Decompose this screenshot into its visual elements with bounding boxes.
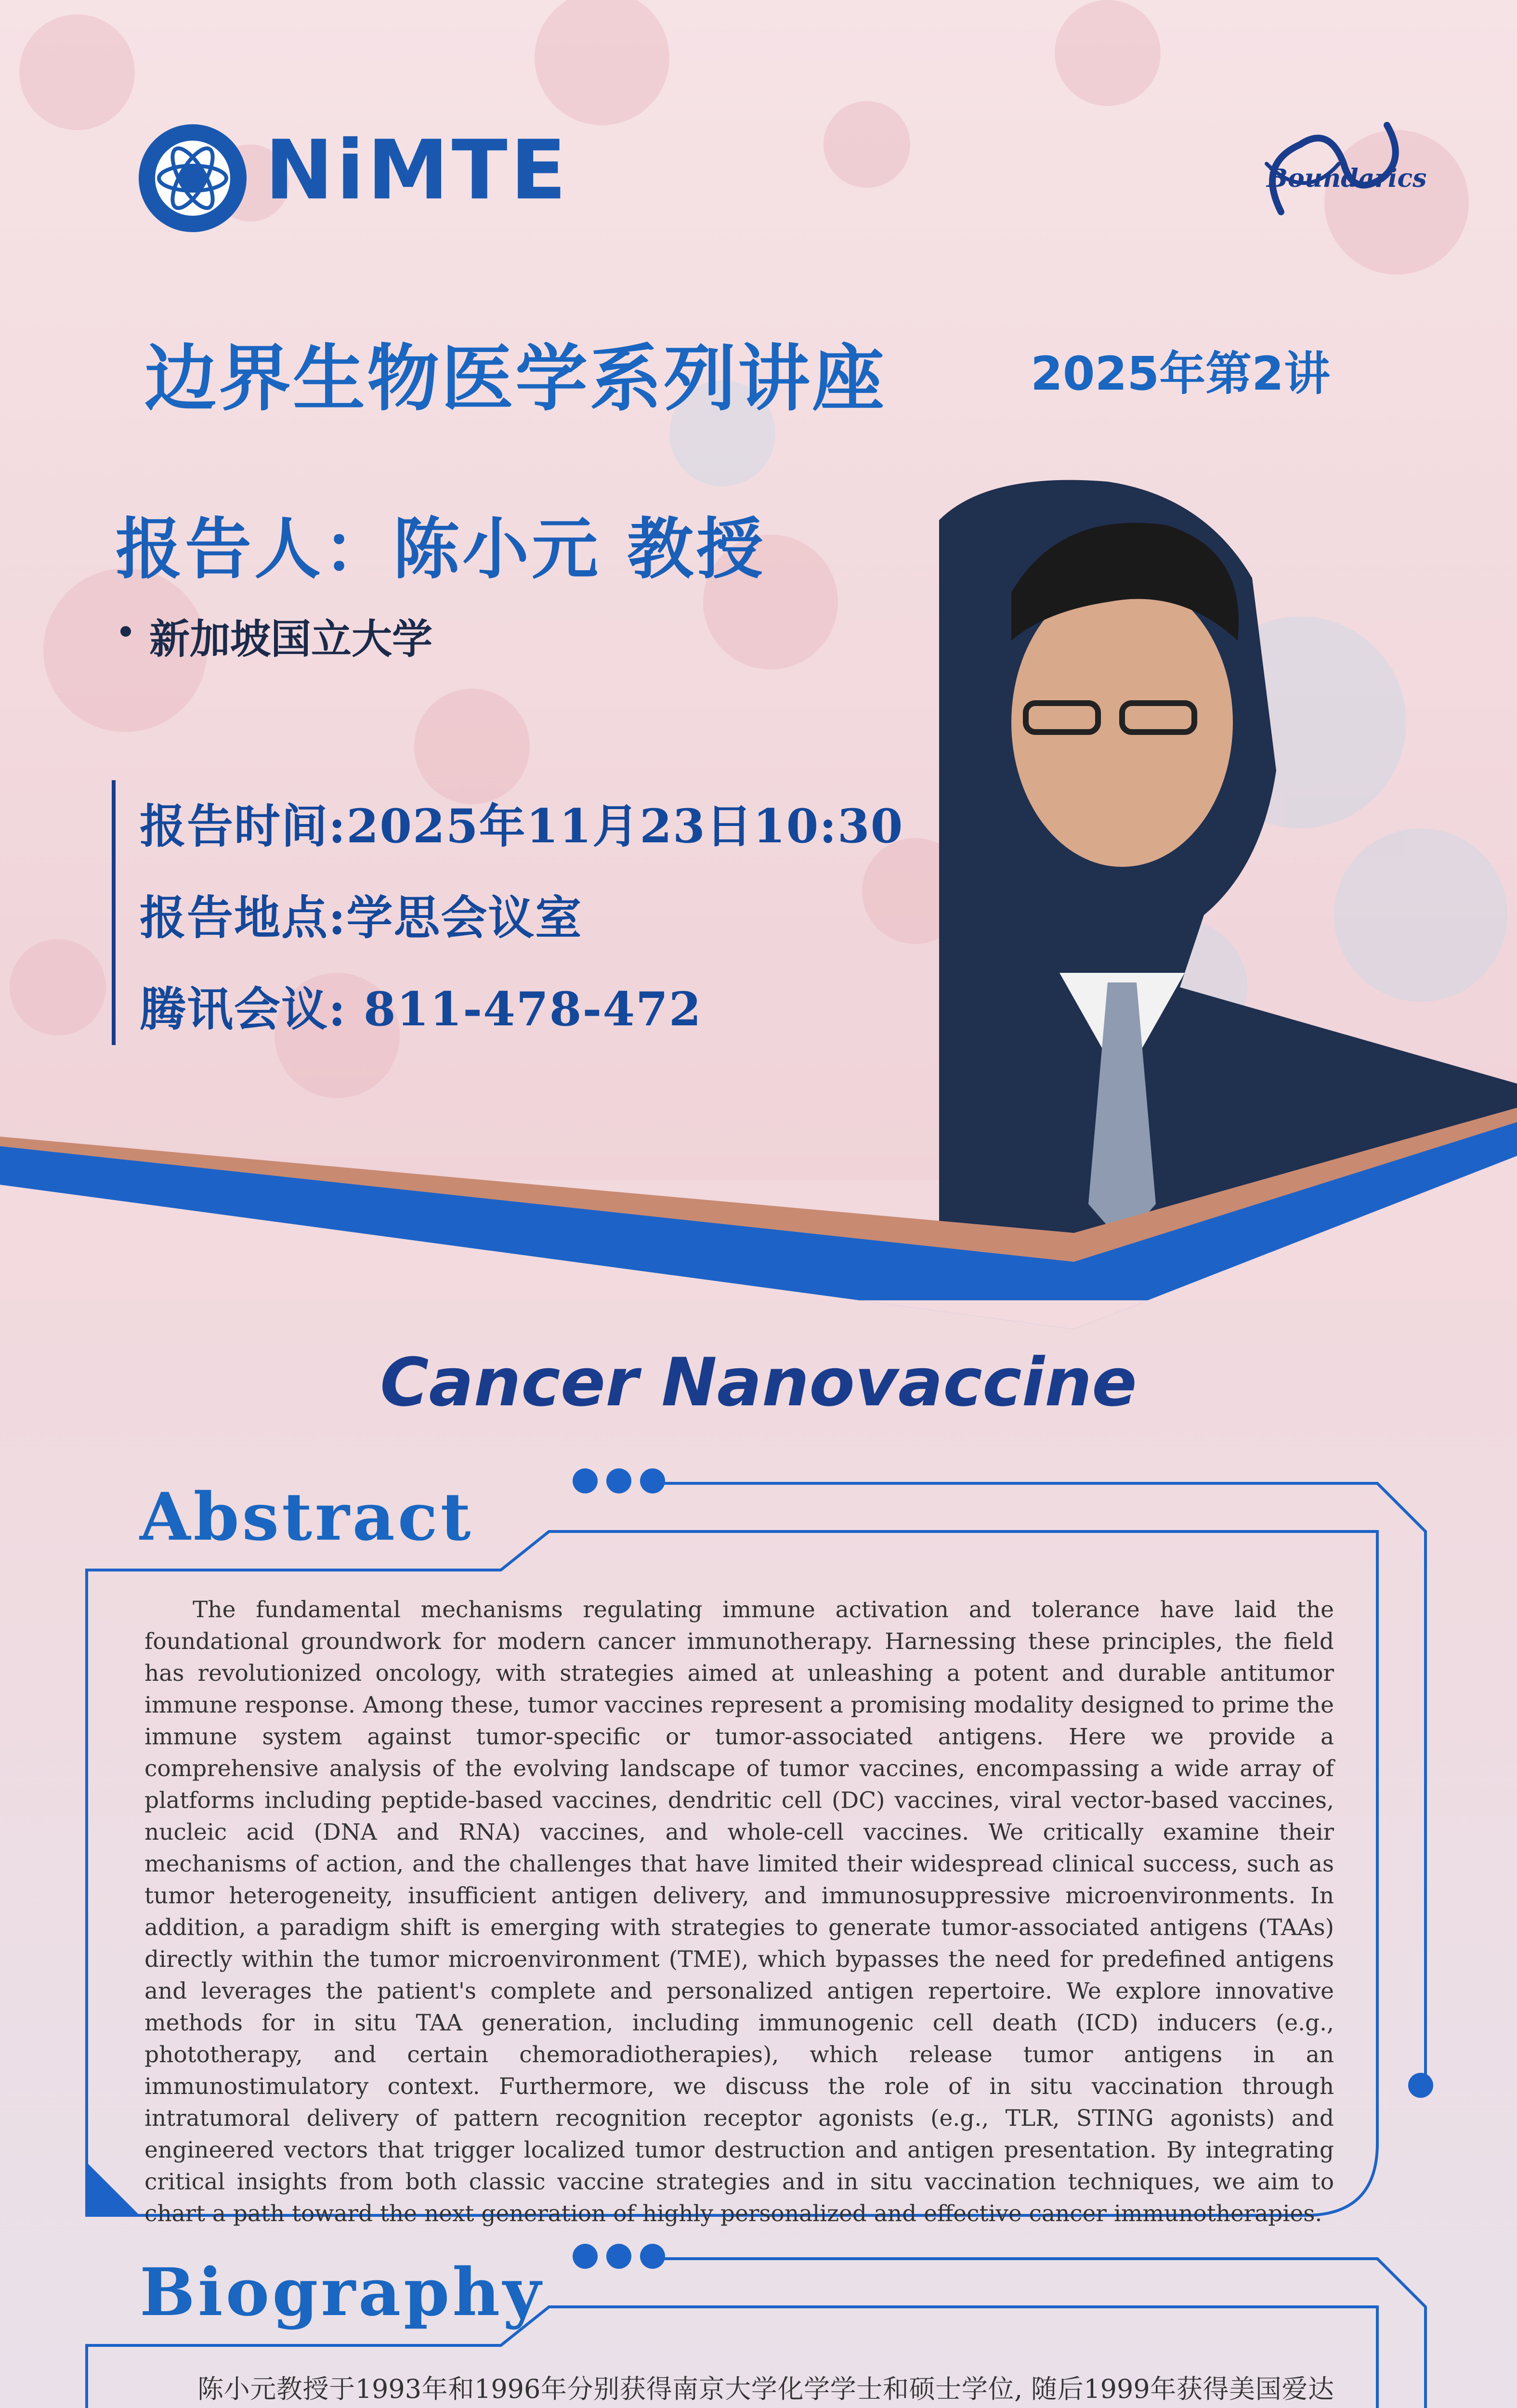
abstract-heading: Abstract — [140, 1479, 474, 1556]
abstract-text: The fundamental mechanisms regulating immune activation and tolerance have laid the foundational groundwork for modern cancer immunotherapy. Harnessing these principles, the field has revolutionized oncology, with strategies aimed at unleashing a potent and durable antitumor immune response. Among these, tumor vaccines represent a promising modality designed to prime the immune system against tumor-specific or tumor-associated antigens. Here we provide a comprehensive analysis of the evolving landscape of tumor vaccines, encompassing a wide array of platforms including peptide-based vaccines, dendritic cell (DC) vaccines, viral vector-based vaccines, nucleic acid (DNA and RNA) vaccines, and whole-cell vaccines. We critically examine their mechanisms of action, and the challenges that have limited their widespread clinical success, such as tumor heterogeneity, insufficient antigen delivery, and immunosuppressive microenvironments. In addition, a paradigm shift is emerging with strategies to generate tumor-associated antigens (TAAs) directly within the tumor microenvironment (TME), which bypasses the need for predefined antigens and leverages the patient's complete and personalized antigen repertoire. We explore innovative methods for in situ TAA generation, including immunogenic cell death (ICD) inducers (e.g., phototherapy, and certain chemoradiotherapies), which release tumor antigens in an immunostimulatory context. Furthermore, we discuss the role of in situ vaccination through intratumoral delivery of pattern recognition receptor agonists (e.g., TLR, STING agonists) and engineered vectors that trigger localized tumor destruction and antigen presentation. By integrating critical insights from both classic vaccine strategies and in situ vaccination techniques, we aim to chart a path toward the next generation of highly personalized and effective cancer immunotherapies. — [144, 1597, 1334, 2227]
bullet-icon — [120, 626, 131, 637]
talk-time: 报告时间:2025年11月23日10:30 — [140, 799, 904, 853]
talk-location: 报告地点:学思会议室 — [140, 890, 583, 945]
talk-title: Cancer Nanovaccine — [380, 1344, 1137, 1421]
speaker-affiliation: 新加坡国立大学 — [149, 615, 433, 663]
series-session: 2025年第2讲 — [1031, 347, 1330, 401]
biography-text: 陈小元教授于1993年和1996年分别获得南京大学化学学士和硕士学位, 随后1999年获得美国爱达 — [197, 2374, 1334, 2404]
biography-heading: Biography — [140, 2254, 544, 2331]
boundarics-logo — [1247, 106, 1427, 250]
institute-seal-icon — [135, 120, 250, 236]
series-title: 边界生物医学系列讲座 — [144, 337, 887, 421]
nimte-logo-text: NiMTE — [265, 123, 569, 218]
boundarics-logo-text: Boundarics — [1267, 164, 1427, 193]
tencent-meeting-id: 腾讯会议: 811-478-472 — [140, 982, 702, 1036]
speaker-line: 报告人：陈小元 教授 — [116, 510, 766, 588]
